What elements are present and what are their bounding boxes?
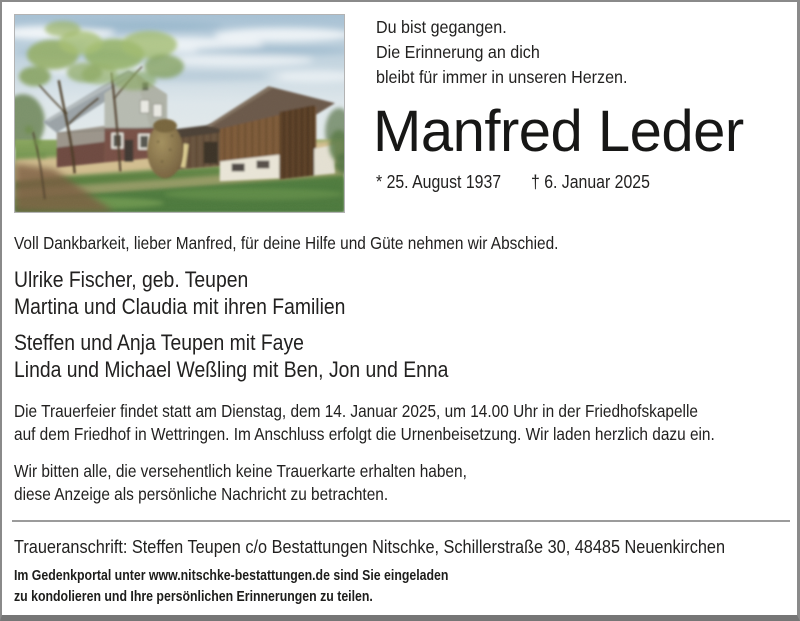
portal-suffix: sind Sie eingeladen [329,568,449,584]
epitaph-verse [376,15,649,90]
funeral-line: auf dem Friedhof in Wettringen. Im Anschluss erfolgt die Urnenbeisetzung. Wir laden herzlich dazu ein. [14,423,715,444]
separator-line [12,520,790,522]
farewell-sentence [14,232,633,254]
birth-date: * 25. August 1937 [376,172,502,192]
card-note-line: diese Anzeige als persönliche Nachricht zu betrachten. [14,483,389,504]
mourning-address [14,536,800,558]
mourners-group-1 [14,267,391,320]
card-note [14,460,529,505]
epitaph-line: Die Erinnerung an dich [376,42,540,62]
card-note-line: Wir bitten alle, die versehentlich keine Trauerkarte erhalten haben, [14,461,467,481]
farmhouse-painting-graphic [15,15,344,212]
mourner-line: Martina und Claudia mit ihren Familien [14,293,346,319]
portal-prefix: Im Gedenkportal unter [14,568,149,584]
funeral-line: Die Trauerfeier findet statt am Dienstag, dem 14. Januar 2025, um 14.00 Uhr in der Friedhofskapelle [14,401,698,421]
memorial-painting [14,14,345,213]
funeral-details [14,400,800,445]
farewell-line: Voll Dankbarkeit, lieber Manfred, für deine Hilfe und Güte nehmen wir Abschied. [14,233,559,253]
epitaph-line: Du bist gegangen. [376,17,507,37]
mourner-line: Linda und Michael Weßling mit Ben, Jon und Enna [14,356,449,382]
memorial-portal-url: www.nitschke-bestattungen.de [148,568,330,584]
memorial-portal-note [14,566,525,607]
portal-line-1 [14,566,448,587]
mourner-line: Ulrike Fischer, geb. Teupen [14,267,249,292]
death-date: † 6. Januar 2025 [530,172,650,192]
life-dates [376,172,650,193]
mourner-line: Steffen und Anja Teupen mit Faye [14,330,304,355]
portal-line-2: zu kondolieren und Ihre persönlichen Erinnerungen zu teilen. [14,588,373,605]
epitaph-line: bleibt für immer in unseren Herzen. [376,67,628,87]
mourning-address-line: Traueranschrift: Steffen Teupen c/o Bestattungen Nitschke, Schillerstraße 30, 48485 Neuenkirchen [14,536,726,557]
mourners-group-2 [14,330,508,383]
deceased-name: Manfred Leder [373,99,744,164]
